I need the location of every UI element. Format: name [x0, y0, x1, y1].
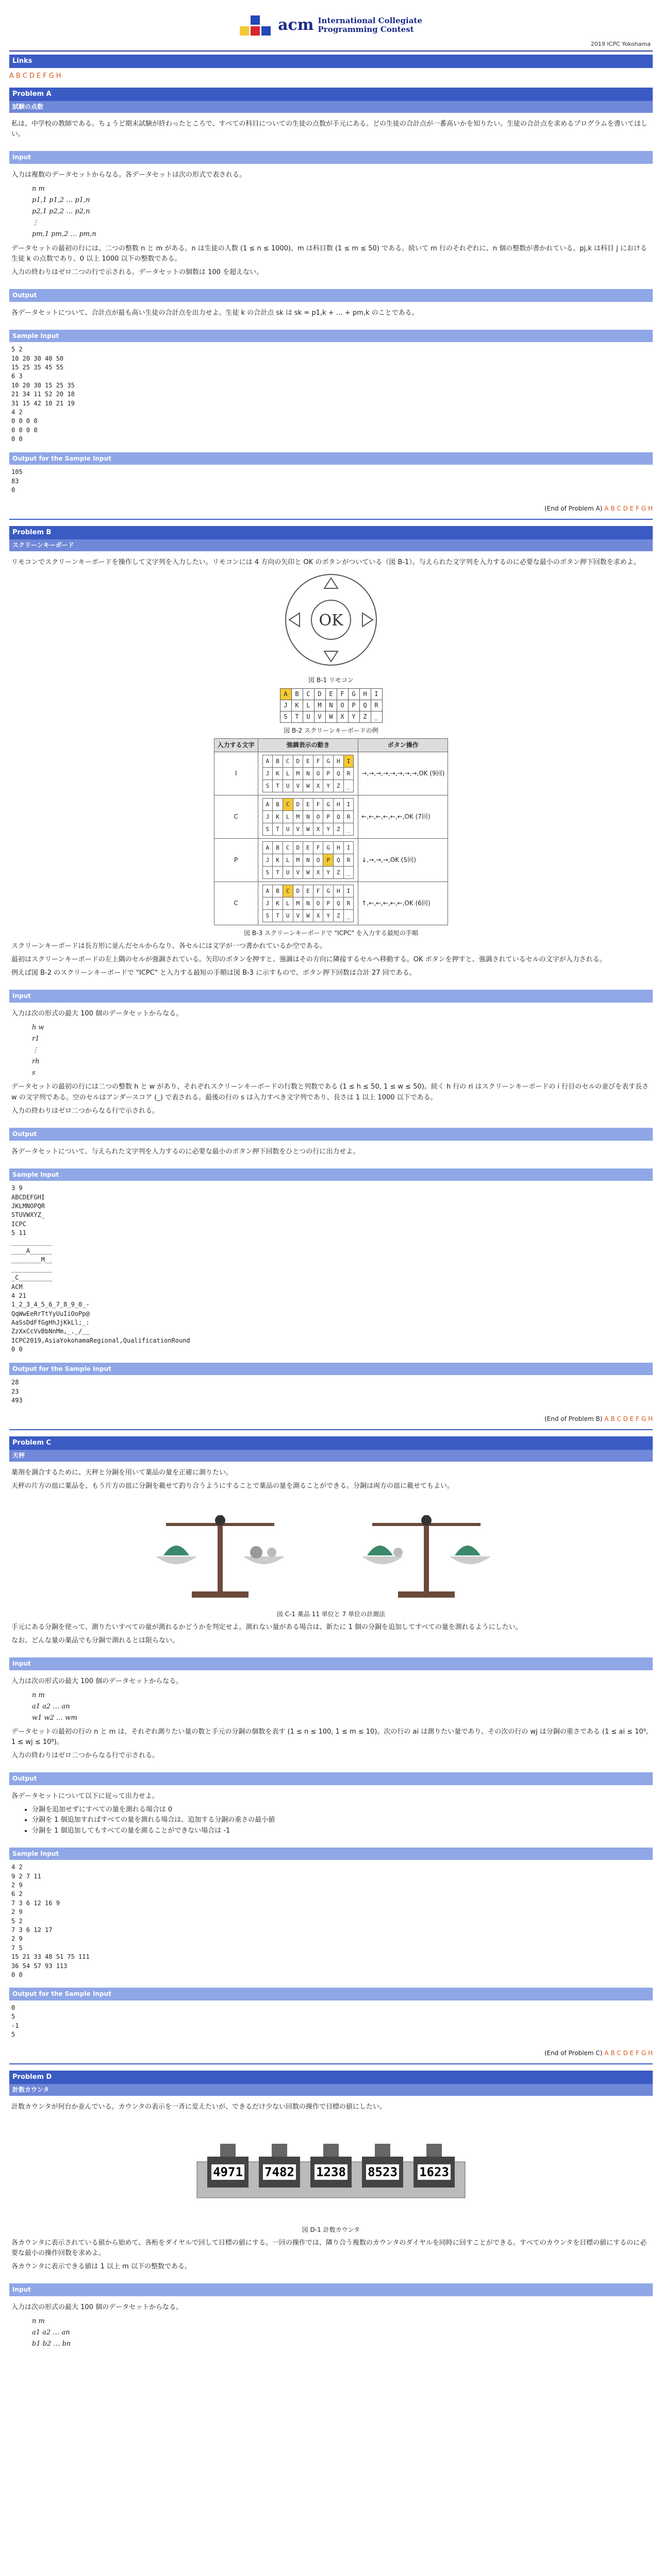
keyboard-cell: M	[293, 854, 303, 867]
keyboard-cell: K	[273, 854, 283, 867]
keyboard-cell: _	[343, 910, 354, 922]
keyboard-cell: C	[283, 798, 293, 810]
keyboard-step	[262, 885, 354, 922]
keyboard-cell: O	[313, 854, 323, 867]
keyboard-cell: W	[303, 779, 313, 792]
keyboard-cell: R	[343, 767, 354, 779]
counter-value: 4971	[213, 2164, 243, 2179]
counter-value: 1623	[419, 2164, 449, 2179]
link-problem-g[interactable]: G	[48, 72, 54, 80]
problem-b-para2: 最初はスクリーンキーボードの左上隅のセルが強調されている。矢印のボタンを押すと、強調はその方向に隣接するセルへ移動する。OK ボタンを押すと、強調されているセルの文字が入力される。	[11, 956, 606, 963]
keyboard-step	[262, 755, 354, 792]
keyboard-cell: K	[273, 767, 283, 779]
keyboard-cell: A	[262, 841, 273, 854]
keyboard-cell: W	[303, 910, 313, 922]
keyboard-cell: M	[293, 810, 303, 823]
problem-b-title: スクリーンキーボード	[9, 539, 653, 551]
problem-b-sample-input-heading: Sample Input	[9, 1168, 653, 1181]
problem-d-format: n m a1 a2 … an b1 b2 … bn	[32, 2317, 71, 2348]
keyboard-cell: V	[293, 867, 303, 879]
keyboard-cell: N	[303, 897, 313, 910]
keyboard-cell: I	[371, 688, 382, 700]
links-heading: Links	[9, 55, 653, 68]
problem-c-heading: Problem C	[9, 1436, 653, 1450]
problem-c-output-text: 各データセットについて以下に従って出力せよ。	[11, 1792, 159, 1801]
problem-b-end: (End of Problem B) A B C D E F G H	[9, 1414, 653, 1430]
keyboard-cell: K	[291, 700, 303, 711]
keyboard-cell: Y	[323, 867, 334, 879]
remote-control-icon	[282, 571, 380, 669]
keyboard-cell: D	[293, 798, 303, 810]
acm-wordmark: acm	[278, 15, 314, 34]
keyboard-cell: A	[262, 885, 273, 897]
problem-a-intro: 私は、中学校の教師である。ちょうど期末試験が終わったところで、すべての科目についての生徒の点数が手元にある。どの生徒の合計点が一番高いかを知りたい。生徒の合計点を求めるプログラムを書いてほしい。	[11, 120, 648, 139]
link-problem-h[interactable]: H	[56, 72, 61, 80]
link-problem-a[interactable]: A	[9, 72, 14, 80]
keyboard-cell: O	[313, 767, 323, 779]
problem-a-format: n m p1,1 p1,2 … p1,n p2,1 p2,2 … p2,n ⋮ pm,1 pm,2 … pm,n	[32, 185, 96, 239]
keyboard-cell: H	[334, 755, 344, 767]
problem-d-intro: 計数カウンタが何台か並んでいる。カウンタの表示を一斉に変えたいが、できるだけ少ない回数の操作で目標の値にしたい。	[11, 2103, 386, 2111]
keyboard-cell: L	[303, 700, 314, 711]
keyboard-cell: E	[303, 755, 313, 767]
keyboard-cell: Y	[323, 779, 334, 792]
keyboard-cell: L	[283, 897, 293, 910]
keyboard-cell: C	[283, 755, 293, 767]
problem-d-input-text: 入力は次の形式の最大 100 個のデータセットからなる。	[11, 2303, 183, 2311]
problem-c-input-heading: Input	[9, 1657, 653, 1670]
keyboard-cell: U	[303, 711, 314, 722]
keyboard-cell: D	[314, 688, 325, 700]
keyboard-cell: Z	[334, 910, 344, 922]
link-problem-f[interactable]: F	[43, 72, 47, 80]
keyboard-cell: N	[325, 700, 337, 711]
page-header	[9, 0, 653, 52]
problem-links	[9, 68, 653, 84]
keyboard-cell: J	[262, 854, 273, 867]
keyboard-cell: R	[343, 854, 354, 867]
keyboard-cell: _	[343, 867, 354, 879]
keyboard-cell: T	[291, 711, 303, 722]
keyboard-cell: M	[293, 767, 303, 779]
keyboard-cell: I	[343, 755, 354, 767]
problem-a-input-heading: Input	[9, 151, 653, 164]
keyboard-cell: P	[323, 897, 334, 910]
keyboard-cell: Y	[348, 711, 359, 722]
keyboard-step	[262, 798, 354, 836]
keyboard-cell: E	[303, 841, 313, 854]
ok-button-label: OK	[319, 611, 343, 630]
keyboard-cell: S	[262, 910, 273, 922]
keyboard-cell: E	[325, 688, 337, 700]
keyboard-cell: H	[359, 688, 371, 700]
problem-c-sample-input: 4 2 9 2 7 11 2 9 6 2 7 3 6 12 16 9 2 9 5 2 7 3 6 12 17 2 9 7 5 15 21 33 48 51 75 111 36 54 57 93 113 0 0	[11, 1863, 90, 1978]
problem-c-title: 天秤	[9, 1450, 653, 1462]
keyboard-cell: W	[303, 823, 313, 835]
keyboard-cell: F	[313, 755, 323, 767]
keyboard-cell: Z	[334, 867, 344, 879]
keyboard-cell: P	[348, 700, 359, 711]
contest-name: 2019 ICPC Yokohama	[590, 40, 651, 47]
problem-b-heading: Problem B	[9, 526, 653, 539]
keyboard-cell: G	[323, 885, 334, 897]
problem-b-format: h w r1 ⋮ rh s	[32, 1024, 44, 1077]
problem-c-para3: なお、どんな量の薬品でも分銅で測れるとは限らない。	[11, 1636, 179, 1645]
problem-a-sample-output: 105 83 0	[11, 468, 23, 494]
keyboard-cell: U	[283, 867, 293, 879]
problem-a-sample-output-heading: Output for the Sample Input	[9, 452, 653, 465]
keyboard-cell: G	[323, 841, 334, 854]
keyboard-cell: P	[323, 810, 334, 823]
problem-c-sample-input-heading: Sample Input	[9, 1848, 653, 1860]
keyboard-cell: R	[343, 810, 354, 823]
keyboard-cell: I	[343, 798, 354, 810]
keyboard-cell: U	[283, 823, 293, 835]
problem-c-intro: 薬剤を調合するために、天秤と分銅を用いて薬品の量を正確に測りたい。	[11, 1468, 233, 1477]
keyboard-cell: X	[313, 867, 323, 879]
keyboard-cell: Q	[334, 854, 344, 867]
keyboard-cell: Z	[334, 779, 344, 792]
keyboard-cell: Z	[359, 711, 371, 722]
problem-a-sample-input: 5 2 10 20 30 40 50 15 25 35 45 55 6 3 10 20 30 15 25 35 21 34 11 52 20 18 31 15 42 10 21 19 4 2 0 0 0 0 0 0 0 0 0 0	[11, 346, 75, 443]
balance-figure	[11, 1495, 651, 1606]
acm-icpc-logo	[240, 13, 422, 38]
problem-a-title: 試験の点数	[9, 101, 653, 113]
problem-c-sample-output: 0 5 -1 5	[11, 2004, 19, 2039]
keyboard-cell: B	[273, 885, 283, 897]
link-problem-e[interactable]: E	[36, 72, 41, 80]
problem-c-end: (End of Problem C) A B C D E F G H	[9, 2048, 653, 2064]
keyboard-cell: O	[313, 810, 323, 823]
keyboard-cell: X	[313, 779, 323, 792]
link-problem-d[interactable]: D	[29, 72, 35, 80]
problem-a-input-desc: データセットの最初の行には、二つの整数 n と m がある。n は生徒の人数 (1 ≤ n ≤ 1000)、m は科目数 (1 ≤ m ≤ 50) である。続いて m 行のそれぞれに、n 個の整数が書かれている。pj,k は科目 j における生徒 k の点数であり、0 以上 1000 以下の整数である。	[11, 244, 647, 263]
keyboard-cell: H	[334, 798, 344, 810]
keyboard-cell: T	[273, 823, 283, 835]
problem-c-input-desc: データセットの最初の行の n と m は、それぞれ測りたい量の数と手元の分銅の個数を表す (1 ≤ n ≤ 100, 1 ≤ m ≤ 10)。次の行の ai は測りたい量であり、その次の行の wj は分銅の重さである (1 ≤ ai ≤ 10⁹, 1 ≤ wj ≤ 10⁸)。	[11, 1728, 649, 1747]
keyboard-cell: V	[314, 711, 325, 722]
screen-keyboard-example	[280, 688, 383, 723]
problem-b-input-desc: データセットの最初の行には二つの整数 h と w があり、それぞれスクリーンキーボードの行数と列数である (1 ≤ h ≤ 50, 1 ≤ w ≤ 50)。続く h 行の ri はスクリーンキーボードの i 行目のセルの並びを表す長さ w の文字列である。空のセルはアンダースコア (_) で表される。最後の行の s は入力すべき文字列であり、長さは 1 以上 1000 以下である。	[11, 1083, 649, 1101]
keyboard-cell: R	[343, 897, 354, 910]
keyboard-cell: S	[262, 867, 273, 879]
keyboard-cell: B	[273, 798, 283, 810]
keyboard-cell: X	[337, 711, 348, 722]
keyboard-cell: C	[303, 688, 314, 700]
keyboard-cell: J	[262, 810, 273, 823]
problem-a-heading: Problem A	[9, 88, 653, 101]
counter-value: 1238	[316, 2164, 346, 2179]
keyboard-cell: A	[262, 755, 273, 767]
problem-c-sample-output-heading: Output for the Sample Input	[9, 1988, 653, 2001]
problem-b-output-text: 各データセットについて、与えられた文字列を入力するのに必要な最小のボタン押下回数をひとつの行に出力せよ。	[11, 1147, 360, 1156]
problem-b-sample-input: 3 9 ABCDEFGHI JKLMNOPQR STUVWXYZ_ ICPC 5 11 ___________ ____A______ ________M__ ___________ _C_________ ACM 4 21 1_2_3_4_5_6_7_8_9_0_- QqWwEeRrTtYyUuIiOoPp@ AaSsDdFfGgHhJjKkLl;_: ZzXxCcVvBbNnMm,_._/__ ICPC2019,AsiaYokohamaRegional,QualificationRound 0 0	[11, 1184, 190, 1353]
problem-b-para3: 例えば図 B-2 のスクリーンキーボードで "ICPC" と入力する最短の手順は図 B-3 に示すもので、ボタン押下回数は合計 27 回である。	[11, 969, 416, 977]
keyboard-cell: V	[293, 823, 303, 835]
keyboard-cell: F	[313, 798, 323, 810]
keyboard-cell: N	[303, 854, 313, 867]
keyboard-cell: T	[273, 910, 283, 922]
keyboard-cell: _	[343, 823, 354, 835]
keyboard-cell: N	[303, 810, 313, 823]
keyboard-cell: H	[334, 841, 344, 854]
problem-c-input-end: 入力の終わりはゼロ二つからなる行で示される。	[11, 1752, 159, 1760]
problem-b-input-text: 入力は次の形式の最大 100 個のデータセットからなる。	[11, 1009, 183, 1018]
keyboard-cell: E	[303, 885, 313, 897]
problem-b-intro: リモコンでスクリーンキーボードを操作して文字列を入力したい。リモコンには 4 方向の矢印と OK のボタンがついている（図 B-1）。与えられた文字列を入力するのに必要な最小のボタン押下回数を求めよ。	[11, 558, 640, 566]
keyboard-cell: P	[323, 767, 334, 779]
figure-b1-caption: 図 B-1 リモコン	[308, 676, 354, 684]
problem-d-para1: 各カウンタに表示されている値から始めて、各桁をダイヤルで回して目標の値にする。一回の操作では、隣り合う複数のカウンタのダイヤルを同時に回すことができる。すべてのカウンタを目標の値にするのに必要な最小の操作回数を求めよ。	[11, 2239, 647, 2257]
keyboard-cell: B	[273, 755, 283, 767]
keyboard-cell: D	[293, 885, 303, 897]
keyboard-cell: G	[323, 798, 334, 810]
figure-b3-caption: 図 B-3 スクリーンキーボードで "ICPC" を入力する最短の手順	[244, 929, 418, 937]
keyboard-cell: Y	[323, 910, 334, 922]
keyboard-cell: L	[283, 854, 293, 867]
figure-b2-caption: 図 B-2 スクリーンキーボードの例	[284, 726, 378, 734]
figure-c1-caption: 図 C-1 薬品 11 単位と 7 単位の計測法	[276, 1611, 386, 1618]
keyboard-cell: J	[262, 897, 273, 910]
keyboard-cell: G	[323, 755, 334, 767]
keyboard-step	[262, 841, 354, 879]
keyboard-cell: H	[334, 885, 344, 897]
keyboard-cell: T	[273, 779, 283, 792]
keyboard-cell: M	[314, 700, 325, 711]
icpc-steps-table: 入力する文字 強調表示の動き ボタン操作 I A B C D E F G H I J K L M N O P Q R S T U V W X Y Z _ →,→,→,→,→,→,→,→,OK (9回) C A B C D E F G H I J K L M N O P Q R S T U V W X Y Z _ ←,←,←,←,←,←,OK (7回) P A B C D E F G H I J K L M N O P Q R S T U V W X Y Z _ ↓,→,→,→,OK (5回) C A B C D E F G H I J K L M N O P Q R S T U V W X Y Z _ ↑,←,←,←,←,←,OK (6回)	[214, 738, 449, 925]
keyboard-cell: E	[303, 798, 313, 810]
keyboard-cell: S	[262, 823, 273, 835]
problem-a-input-end: 入力の終わりはゼロ二つの行で示される。データセットの個数は 100 を超えない。	[11, 268, 263, 276]
keyboard-cell: Q	[334, 767, 344, 779]
problem-d-title: 計数カウンタ	[9, 2084, 653, 2096]
keyboard-cell: B	[273, 841, 283, 854]
problem-c-format: n m a1 a2 … an w1 w2 … wm	[32, 1691, 77, 1722]
problem-c-output-rules: • 分銅を追加せずにすべての量を測れる場合は 0 • 分銅を 1 個追加すればすべての量を測れる場合は、追加する分銅の重さの最小値 • 分銅を 1 個追加してもすべての量を測ることができない場合は -1	[32, 1805, 651, 1836]
link-problem-c[interactable]: C	[22, 72, 27, 80]
remote-figure	[11, 571, 651, 672]
figure-d1-caption: 図 D-1 計数カウンタ	[302, 2226, 360, 2234]
keyboard-cell: X	[313, 910, 323, 922]
keyboard-cell: R	[371, 700, 382, 711]
keyboard-cell: A	[262, 798, 273, 810]
keyboard-cell: Q	[359, 700, 371, 711]
keyboard-cell: T	[273, 867, 283, 879]
problem-b-sample-output: 28 23 493	[11, 1379, 23, 1404]
balance-scales-icon	[145, 1495, 517, 1603]
problem-b-input-end: 入力の終わりはゼロ二つからなる行で示される。	[11, 1107, 159, 1115]
problem-a-end: (End of Problem A) A B C D E F G H	[9, 504, 653, 520]
keyboard-cell: W	[303, 867, 313, 879]
keyboard-cell: F	[337, 688, 348, 700]
keyboard-cell: S	[280, 711, 291, 722]
keyboard-cell: U	[283, 910, 293, 922]
icpc-wordmark: International Collegiate Programming Contest	[318, 15, 422, 34]
problem-c-input-text: 入力は次の形式の最大 100 個のデータセットからなる。	[11, 1677, 183, 1685]
keyboard-cell: K	[273, 897, 283, 910]
keyboard-cell: N	[303, 767, 313, 779]
keyboard-cell: F	[313, 885, 323, 897]
keyboard-cell: B	[291, 688, 303, 700]
keyboard-cell: Y	[323, 823, 334, 835]
keyboard-cell: L	[283, 810, 293, 823]
keyboard-cell: V	[293, 779, 303, 792]
keyboard-cell: U	[283, 779, 293, 792]
keyboard-cell: D	[293, 841, 303, 854]
counters-figure	[11, 2115, 651, 2222]
keyboard-cell: F	[313, 841, 323, 854]
keyboard-cell: J	[280, 700, 291, 711]
problem-c-para2: 手元にある分銅を使って、測りたいすべての量が測れるかどうかを判定せよ。測れない量がある場合は、新たに 1 個の分銅を追加してすべての量を測れるようにしたい。	[11, 1623, 522, 1631]
icpc-blocks-icon	[240, 15, 271, 36]
keyboard-cell: W	[325, 711, 337, 722]
keyboard-cell: Z	[334, 823, 344, 835]
keyboard-cell: O	[337, 700, 348, 711]
keyboard-cell: P	[323, 854, 334, 867]
problem-b-para1: スクリーンキーボードは長方形に並んだセルからなり、各セルには文字が一つ書かれているか空である。	[11, 942, 326, 950]
keyboard-cell: V	[293, 910, 303, 922]
keyboard-cell: G	[348, 688, 359, 700]
problem-b-output-heading: Output	[9, 1128, 653, 1141]
keyboard-cell: L	[283, 767, 293, 779]
problem-d-heading: Problem D	[9, 2071, 653, 2084]
problem-b-sample-output-heading: Output for the Sample Input	[9, 1363, 653, 1376]
problem-a-input-text: 入力は複数のデータセットからなる。各データセットは次の形式で表される。	[11, 171, 246, 179]
keyboard-cell: C	[283, 885, 293, 897]
link-problem-b[interactable]: B	[15, 72, 21, 80]
keyboard-cell: K	[273, 810, 283, 823]
keyboard-cell: J	[262, 767, 273, 779]
problem-a-output-heading: Output	[9, 289, 653, 302]
problem-d-para2: 各カウンタに表示できる値は 1 以上 m 以下の整数である。	[11, 2262, 191, 2270]
keyboard-cell: D	[293, 755, 303, 767]
keyboard-cell: I	[343, 841, 354, 854]
counter-value: 8523	[368, 2164, 398, 2179]
keyboard-cell: Q	[334, 810, 344, 823]
problem-b-input-heading: Input	[9, 990, 653, 1003]
keyboard-cell: A	[280, 688, 291, 700]
keyboard-cell: I	[343, 885, 354, 897]
problem-a-sample-input-heading: Sample Input	[9, 330, 653, 343]
keyboard-cell: C	[283, 841, 293, 854]
keyboard-cell: X	[313, 823, 323, 835]
keyboard-cell: _	[371, 711, 382, 722]
keyboard-cell: _	[343, 779, 354, 792]
tally-counters-icon	[187, 2115, 475, 2218]
keyboard-cell: Q	[334, 897, 344, 910]
problem-c-para1: 天秤の片方の皿に薬品を、もう片方の皿に分銅を載せて釣り合うようにすることで薬品の量を測ることができる。分銅は両方の皿に載せてもよい。	[11, 1482, 454, 1490]
keyboard-cell: M	[293, 897, 303, 910]
problem-c-output-heading: Output	[9, 1772, 653, 1785]
keyboard-cell: O	[313, 897, 323, 910]
problem-a-output-text: 各データセットについて、合計点が最も高い生徒の合計点を出力せよ。生徒 k の合計点 sk は sk = p1,k + … + pm,k のことである。	[11, 309, 419, 317]
counter-value: 7482	[264, 2164, 294, 2179]
keyboard-cell: S	[262, 779, 273, 792]
problem-d-input-heading: Input	[9, 2283, 653, 2296]
